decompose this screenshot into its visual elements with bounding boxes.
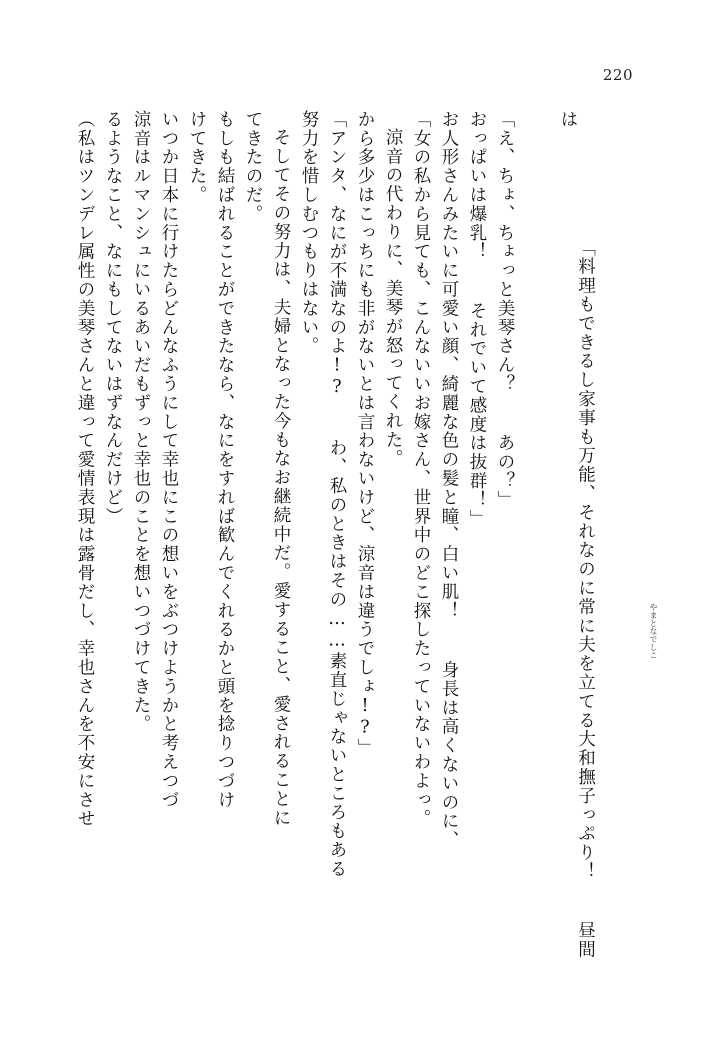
text-column-body: 「料理もできるし家事も万能、それなのに常に夫を立てる大和撫子っぷり！ 昼間は (558, 110, 596, 960)
text-column: 「アンタ、なにが不満なのよ!? わ、私のときはその……素直じゃないところもある (327, 110, 347, 879)
text-column: 涼音の代わりに、美琴が怒ってくれた。 (383, 128, 403, 469)
text-column: もしも結ばれることができたなら、なにをすれば歓んでくれるかと頭を捻りつづけ (215, 110, 235, 810)
text-column: 「女の私から見ても、こんないいお嫁さん、世界中のどこ探したっていないわよっ。 (411, 110, 431, 829)
text-column: いつか日本に行けたらどんなふうにして幸也にこの想いをぶつけようかと考えつづ (159, 110, 179, 810)
text-column: けてきた。 (187, 110, 207, 205)
text-column: （私はツンデレ属性の美琴さんと違って愛情表現は露骨だし、幸也さんを不安にさせ (75, 110, 95, 829)
text-column: 「え、ちょ、ちょっと美琴さん？ あの？」 (495, 110, 515, 510)
text-column: 努力を惜しむつもりはない。 (299, 110, 319, 356)
page-number: 220 (602, 66, 633, 84)
text-column: そしてその努力は、夫婦となった今もなお継続中だ。愛すること、愛されることに (271, 128, 291, 828)
text-column: お人形さんみたいに可愛い顔、綺麗な色の髪と瞳、白い肌！ 身長は高くないのに、 (439, 110, 459, 850)
text-column: てきたのだ。 (243, 110, 263, 224)
text-column: から多少はこっちにも非がないとは言わないけど、涼音は違うでしょ!?」 (355, 110, 375, 758)
text-column: 涼音はルマンシュにいるあいだもずっと幸也のことを想いつづけてきた。 (131, 110, 151, 734)
text-column: おっぱいは爆乳！ それでいて感度は抜群！」 (467, 110, 487, 529)
text-column-with-ruby (524, 110, 658, 960)
vertical-text-block (65, 110, 658, 960)
text-column: るようなこと、なにもしてないはずなんだけど） (103, 110, 123, 526)
ruby-reading: やまとなでしこ (649, 603, 658, 660)
